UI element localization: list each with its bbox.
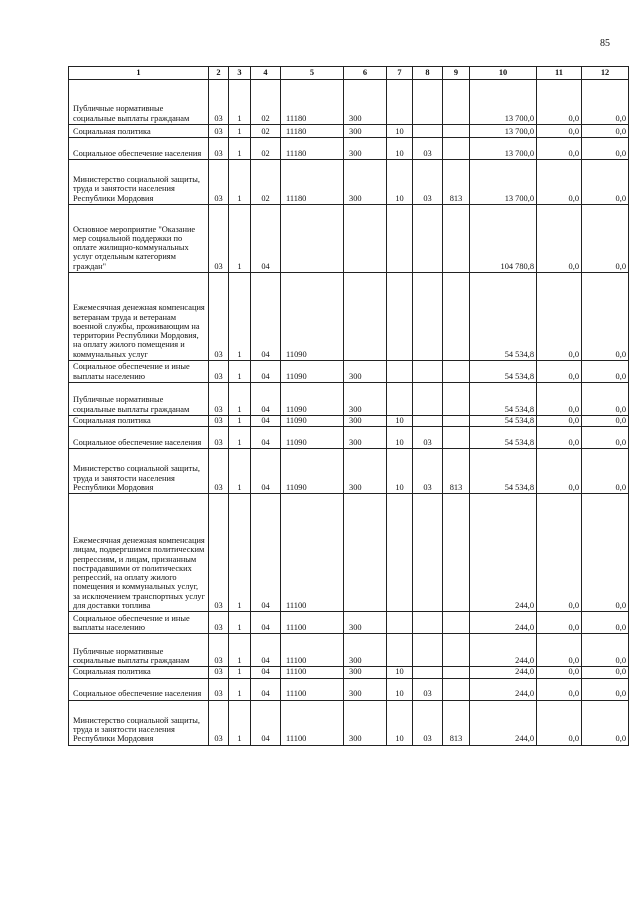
row-amount-cell: 244,0: [470, 700, 537, 745]
row-cell: [413, 416, 443, 427]
row-cell: [443, 634, 470, 667]
row-cell: 0,0: [582, 634, 629, 667]
row-cell: 03: [209, 205, 229, 273]
row-cell: 03: [209, 273, 229, 361]
row-cell: [443, 612, 470, 634]
row-cell: 04: [251, 383, 281, 416]
row-cell: [413, 205, 443, 273]
row-amount-cell: 244,0: [470, 494, 537, 612]
table-row: [69, 160, 629, 205]
row-cell: 1: [229, 273, 251, 361]
row-cell: [413, 612, 443, 634]
row-cell: [387, 383, 413, 416]
row-name-cell: Ежемесячная денежная компенсация ветеранам труда и ветеранам военной службы, проживающим на территории Республики Мордовия, на оплату жилого помещения и коммунальных услуг: [69, 273, 209, 361]
row-name-cell: Социальное обеспечение и иные выплаты населению: [69, 361, 209, 383]
header-cell: 3: [229, 67, 251, 80]
row-cell: 1: [229, 138, 251, 160]
row-cell: 03: [209, 138, 229, 160]
row-cell: 0,0: [537, 494, 582, 612]
row-cell: 0,0: [537, 449, 582, 494]
row-cell: 10: [387, 160, 413, 205]
row-cell: [413, 634, 443, 667]
row-cell: 0,0: [582, 416, 629, 427]
row-cell: 0,0: [582, 205, 629, 273]
row-cell: 1: [229, 427, 251, 449]
row-cell: [413, 273, 443, 361]
table-body: [69, 80, 629, 746]
table-row: [69, 634, 629, 667]
header-cell: 2: [209, 67, 229, 80]
row-amount-cell: 13 700,0: [470, 138, 537, 160]
row-cell: 10: [387, 427, 413, 449]
row-cell: [443, 383, 470, 416]
table-row: [69, 700, 629, 745]
row-name-cell: Публичные нормативные социальные выплаты гражданам: [69, 634, 209, 667]
row-cell: 0,0: [537, 205, 582, 273]
row-cell: 03: [209, 383, 229, 416]
row-cell: 0,0: [537, 667, 582, 678]
row-cell: 03: [209, 160, 229, 205]
row-cell: 0,0: [537, 383, 582, 416]
row-cell: 0,0: [582, 125, 629, 138]
row-cell: 02: [251, 138, 281, 160]
table-row: [69, 205, 629, 273]
row-cell: 03: [209, 612, 229, 634]
row-cell: 1: [229, 494, 251, 612]
row-name-cell: Министерство социальной защиты, труда и занятости населения Республики Мордовия: [69, 700, 209, 745]
row-cell: 0,0: [537, 634, 582, 667]
row-cell: 813: [443, 449, 470, 494]
row-amount-cell: 13 700,0: [470, 125, 537, 138]
row-name-cell: Социальная политика: [69, 416, 209, 427]
table-row: [69, 416, 629, 427]
row-cell: 0,0: [537, 427, 582, 449]
row-cell: 300: [344, 361, 387, 383]
row-amount-cell: 104 780,8: [470, 205, 537, 273]
row-cell: 0,0: [582, 80, 629, 125]
row-cell: [443, 138, 470, 160]
row-cell: [413, 383, 443, 416]
row-cell: 04: [251, 273, 281, 361]
row-cell: [443, 273, 470, 361]
row-cell: 03: [209, 416, 229, 427]
row-cell: 0,0: [582, 273, 629, 361]
page-number: 85: [600, 38, 610, 49]
row-cell: 11180: [281, 160, 344, 205]
header-cell: 8: [413, 67, 443, 80]
row-cell: 11180: [281, 138, 344, 160]
table-header-row: [69, 67, 629, 80]
row-amount-cell: 54 534,8: [470, 273, 537, 361]
row-cell: 03: [209, 125, 229, 138]
row-cell: 0,0: [537, 273, 582, 361]
row-cell: 04: [251, 667, 281, 678]
row-cell: 0,0: [582, 160, 629, 205]
row-cell: [387, 361, 413, 383]
row-cell: 11100: [281, 667, 344, 678]
row-cell: 03: [209, 700, 229, 745]
row-cell: 11180: [281, 125, 344, 138]
header-cell: 12: [582, 67, 629, 80]
row-amount-cell: 244,0: [470, 634, 537, 667]
budget-table: [68, 66, 629, 746]
table-row: [69, 361, 629, 383]
row-amount-cell: 13 700,0: [470, 80, 537, 125]
row-cell: [387, 634, 413, 667]
header-cell: 10: [470, 67, 537, 80]
row-cell: 04: [251, 494, 281, 612]
row-amount-cell: 54 534,8: [470, 427, 537, 449]
row-cell: 03: [209, 427, 229, 449]
row-cell: 0,0: [537, 125, 582, 138]
row-cell: 0,0: [582, 700, 629, 745]
table-row: [69, 667, 629, 678]
row-cell: 1: [229, 80, 251, 125]
row-cell: 0,0: [582, 667, 629, 678]
table-row: [69, 612, 629, 634]
row-cell: 300: [344, 612, 387, 634]
row-cell: 04: [251, 634, 281, 667]
row-cell: 1: [229, 125, 251, 138]
row-cell: 1: [229, 612, 251, 634]
row-cell: 04: [251, 416, 281, 427]
row-cell: [387, 80, 413, 125]
row-cell: 0,0: [537, 80, 582, 125]
row-cell: [443, 205, 470, 273]
row-amount-cell: 13 700,0: [470, 160, 537, 205]
header-cell: 6: [344, 67, 387, 80]
row-cell: 1: [229, 634, 251, 667]
row-cell: [413, 361, 443, 383]
row-cell: 813: [443, 700, 470, 745]
row-cell: 04: [251, 700, 281, 745]
row-name-cell: Министерство социальной защиты, труда и занятости населения Республики Мордовия: [69, 160, 209, 205]
row-cell: 0,0: [537, 700, 582, 745]
row-cell: 03: [209, 634, 229, 667]
row-cell: [387, 273, 413, 361]
row-cell: 1: [229, 160, 251, 205]
row-cell: [413, 125, 443, 138]
row-cell: 1: [229, 678, 251, 700]
row-cell: 03: [413, 427, 443, 449]
row-amount-cell: 54 534,8: [470, 416, 537, 427]
header-cell: 1: [69, 67, 209, 80]
row-name-cell: Основное мероприятие "Оказание мер социальной поддержки по оплате жилищно-коммунальных услуг отдельным категориям граждан": [69, 205, 209, 273]
table-row: [69, 449, 629, 494]
row-cell: 11090: [281, 427, 344, 449]
row-cell: 1: [229, 667, 251, 678]
row-cell: 0,0: [582, 361, 629, 383]
row-cell: 1: [229, 361, 251, 383]
row-cell: 1: [229, 383, 251, 416]
row-cell: 0,0: [582, 494, 629, 612]
row-cell: 1: [229, 205, 251, 273]
row-cell: 0,0: [582, 427, 629, 449]
row-cell: 03: [209, 678, 229, 700]
row-cell: 04: [251, 361, 281, 383]
row-cell: [344, 205, 387, 273]
row-cell: 11100: [281, 700, 344, 745]
table-row: [69, 125, 629, 138]
row-cell: 0,0: [537, 612, 582, 634]
row-cell: 0,0: [537, 138, 582, 160]
row-cell: 300: [344, 125, 387, 138]
row-cell: 300: [344, 700, 387, 745]
header-cell: 11: [537, 67, 582, 80]
row-cell: 03: [209, 494, 229, 612]
row-name-cell: Социальное обеспечение населения: [69, 138, 209, 160]
row-cell: [413, 667, 443, 678]
row-name-cell: Публичные нормативные социальные выплаты гражданам: [69, 80, 209, 125]
row-cell: 300: [344, 416, 387, 427]
row-cell: 300: [344, 667, 387, 678]
row-cell: 300: [344, 160, 387, 205]
row-cell: [443, 80, 470, 125]
row-cell: 03: [413, 138, 443, 160]
row-cell: 11090: [281, 449, 344, 494]
row-cell: 03: [209, 361, 229, 383]
row-cell: 03: [209, 667, 229, 678]
table-row: [69, 80, 629, 125]
row-amount-cell: 244,0: [470, 612, 537, 634]
row-cell: [387, 494, 413, 612]
row-cell: 03: [209, 80, 229, 125]
row-name-cell: Ежемесячная денежная компенсация лицам, подвергшимся политическим репрессиям, и лицам, признанным пострадавшими от политических репрессий, на оплату жилого помещения и коммунальных услуг, за исключением транспортных услуг для доставки топлива: [69, 494, 209, 612]
row-cell: 11100: [281, 494, 344, 612]
row-amount-cell: 54 534,8: [470, 361, 537, 383]
row-cell: 10: [387, 125, 413, 138]
row-cell: 02: [251, 160, 281, 205]
row-cell: 1: [229, 700, 251, 745]
row-cell: 11180: [281, 80, 344, 125]
row-cell: [281, 205, 344, 273]
row-cell: 02: [251, 80, 281, 125]
row-name-cell: Министерство социальной защиты, труда и занятости населения Республики Мордовия: [69, 449, 209, 494]
row-cell: 10: [387, 678, 413, 700]
row-cell: 1: [229, 449, 251, 494]
row-cell: 04: [251, 612, 281, 634]
row-cell: [443, 678, 470, 700]
row-cell: 0,0: [537, 361, 582, 383]
row-cell: 10: [387, 138, 413, 160]
row-cell: 10: [387, 416, 413, 427]
row-cell: 0,0: [537, 416, 582, 427]
row-cell: 0,0: [537, 160, 582, 205]
table-row: [69, 138, 629, 160]
table-row: [69, 383, 629, 416]
row-cell: [443, 125, 470, 138]
row-name-cell: Публичные нормативные социальные выплаты гражданам: [69, 383, 209, 416]
row-cell: [413, 80, 443, 125]
row-name-cell: Социальное обеспечение и иные выплаты населению: [69, 612, 209, 634]
row-cell: 11090: [281, 273, 344, 361]
row-cell: 0,0: [582, 678, 629, 700]
row-name-cell: Социальное обеспечение населения: [69, 678, 209, 700]
row-cell: 813: [443, 160, 470, 205]
row-cell: [443, 667, 470, 678]
table-row: [69, 678, 629, 700]
row-cell: 10: [387, 449, 413, 494]
row-cell: 0,0: [582, 138, 629, 160]
row-amount-cell: 54 534,8: [470, 383, 537, 416]
row-cell: [443, 494, 470, 612]
header-cell: 7: [387, 67, 413, 80]
row-cell: 03: [413, 678, 443, 700]
row-cell: 04: [251, 205, 281, 273]
row-cell: 0,0: [582, 449, 629, 494]
row-cell: 11090: [281, 383, 344, 416]
row-cell: 03: [413, 449, 443, 494]
header-cell: 5: [281, 67, 344, 80]
row-cell: 0,0: [582, 612, 629, 634]
table-row: [69, 427, 629, 449]
row-cell: 11100: [281, 612, 344, 634]
row-name-cell: Социальное обеспечение населения: [69, 427, 209, 449]
row-cell: 11100: [281, 678, 344, 700]
table-row: [69, 494, 629, 612]
row-cell: 300: [344, 634, 387, 667]
row-cell: 04: [251, 427, 281, 449]
row-cell: 03: [413, 700, 443, 745]
row-cell: 300: [344, 383, 387, 416]
row-amount-cell: 244,0: [470, 667, 537, 678]
row-cell: [344, 273, 387, 361]
row-cell: 300: [344, 80, 387, 125]
row-cell: 10: [387, 700, 413, 745]
row-cell: [413, 494, 443, 612]
row-cell: 03: [413, 160, 443, 205]
row-cell: [443, 427, 470, 449]
row-cell: 04: [251, 449, 281, 494]
row-cell: [443, 361, 470, 383]
row-name-cell: Социальная политика: [69, 125, 209, 138]
row-cell: 02: [251, 125, 281, 138]
row-cell: [344, 494, 387, 612]
row-name-cell: Социальная политика: [69, 667, 209, 678]
row-cell: [387, 612, 413, 634]
row-cell: 11100: [281, 634, 344, 667]
row-cell: 0,0: [537, 678, 582, 700]
table-row: [69, 273, 629, 361]
row-amount-cell: 244,0: [470, 678, 537, 700]
row-amount-cell: 54 534,8: [470, 449, 537, 494]
header-cell: 4: [251, 67, 281, 80]
row-cell: 04: [251, 678, 281, 700]
row-cell: 11090: [281, 361, 344, 383]
row-cell: [443, 416, 470, 427]
row-cell: 300: [344, 678, 387, 700]
header-cell: 9: [443, 67, 470, 80]
row-cell: 0,0: [582, 383, 629, 416]
row-cell: 300: [344, 449, 387, 494]
row-cell: 11090: [281, 416, 344, 427]
row-cell: 10: [387, 667, 413, 678]
row-cell: 300: [344, 427, 387, 449]
row-cell: [387, 205, 413, 273]
row-cell: 03: [209, 449, 229, 494]
row-cell: 1: [229, 416, 251, 427]
row-cell: 300: [344, 138, 387, 160]
